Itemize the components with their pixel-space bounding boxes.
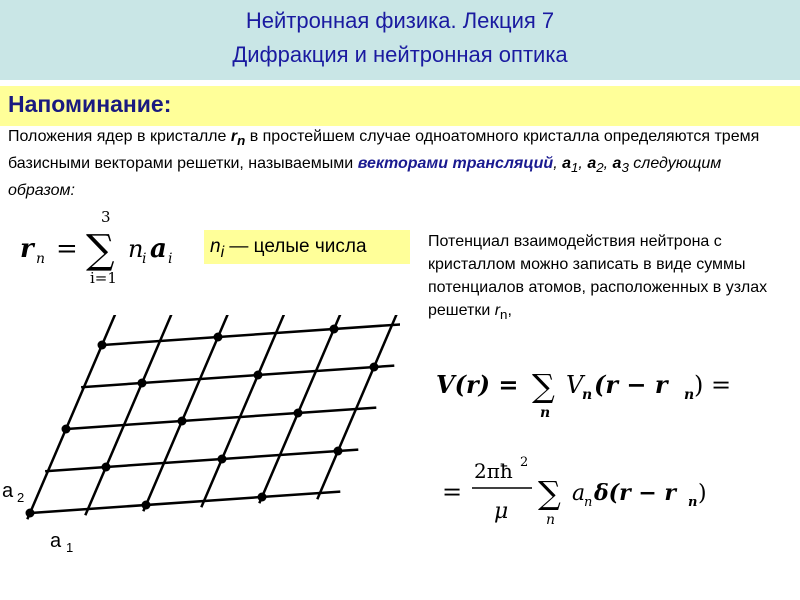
translation-vectors-term: векторами трансляций xyxy=(357,155,554,173)
intro-sep-1: , xyxy=(578,155,588,173)
lattice-node xyxy=(178,417,187,426)
formula-rn-a: a xyxy=(150,234,167,264)
fv2-a: a xyxy=(572,481,586,506)
potential-sum-formula xyxy=(428,355,768,425)
lattice-node xyxy=(62,425,71,434)
lattice-line xyxy=(27,492,340,514)
lattice-node xyxy=(254,371,263,380)
lattice-node xyxy=(214,333,223,342)
intro-text-2: в простейшем случае одноатомного кристалла определяются тремя базисными векторами решетки, называемыми xyxy=(8,128,760,173)
rn-symbol: $r_n$ xyxy=(230,128,246,149)
fv2-num-sup: 2 xyxy=(520,455,529,470)
lattice-node xyxy=(294,409,303,418)
lattice-line xyxy=(45,450,358,472)
formula-rn-lower: i=1 xyxy=(90,269,117,287)
scattering-length-formula xyxy=(440,448,720,538)
intro-paragraph xyxy=(8,125,788,202)
a2-label: a xyxy=(2,480,14,502)
lattice-node xyxy=(370,363,379,372)
a2-symbol: $a_2$ xyxy=(587,155,604,176)
fv2-den: μ xyxy=(494,499,509,524)
lattice-node xyxy=(330,325,339,334)
fv2-num: 2πħ xyxy=(474,459,513,483)
fv-sum-sub: n xyxy=(540,405,551,421)
lattice-line xyxy=(99,324,400,346)
reminder-banner xyxy=(0,86,800,126)
lattice-node xyxy=(334,447,343,456)
a1-label: a xyxy=(50,530,62,552)
a2-label-sub: 2 xyxy=(17,490,25,505)
fv2-sum-sub: n xyxy=(546,512,556,528)
fv-arg: (r − r xyxy=(594,370,668,399)
fv2-delta-sub: n xyxy=(688,495,698,510)
a1-label-sub: 1 xyxy=(66,540,74,555)
formula-rn-a-sub: i xyxy=(168,251,173,267)
formula-rn-n-sub: i xyxy=(142,251,147,267)
formula-rn-lhs: r xyxy=(20,234,34,264)
intro-sep: , xyxy=(553,155,563,173)
fv2-end: ) xyxy=(698,481,707,506)
lecture-title: Нейтронная физика. Лекция 7 xyxy=(245,8,555,33)
fv-lhs: V(r) = xyxy=(436,370,519,399)
lattice-line xyxy=(317,315,400,499)
crystal-lattice-diagram xyxy=(0,315,400,600)
formula-rn-eq: = xyxy=(56,234,78,264)
fv2-eq: = xyxy=(442,478,463,506)
lattice-node xyxy=(138,379,147,388)
lattice-line xyxy=(63,408,376,430)
fv-arg-sub: n xyxy=(684,387,695,403)
intro-sep-2: , xyxy=(603,155,613,173)
intro-text-1: Положения ядер в кристалле xyxy=(8,128,231,145)
lattice-node xyxy=(98,341,107,350)
lattice-node xyxy=(258,493,267,502)
lattice-node xyxy=(26,509,35,518)
formula-rn-n: n xyxy=(128,235,144,263)
integer-note: $n_i$ — целые числа xyxy=(204,230,410,264)
fv-sum: ∑ xyxy=(532,367,555,405)
intro-text-3: следующим образом: xyxy=(8,155,722,200)
fv-term: V xyxy=(566,371,584,399)
formula-rn-upper: 3 xyxy=(101,208,111,226)
lattice-node xyxy=(218,455,227,464)
slide-header xyxy=(0,0,800,80)
lattice-node xyxy=(102,463,111,472)
a3-symbol: $a_3$ xyxy=(612,155,629,176)
reminder-label: Напоминание: xyxy=(8,91,172,117)
potential-paragraph: Потенциал взаимодействия нейтрона с кристаллом можно записать в виде суммы потенциалов атомов, расположенных в узлах решетки $r_n$, xyxy=(428,233,768,323)
formula-rn-lhs-sub: n xyxy=(36,251,46,267)
lattice-node xyxy=(142,501,151,510)
fv2-a-sub: n xyxy=(584,495,593,510)
fv-arg-end: ) = xyxy=(694,371,732,399)
fv2-delta: δ(r − r xyxy=(594,480,677,506)
position-formula xyxy=(16,205,196,290)
a1-symbol: $a_1$ xyxy=(562,155,579,176)
fv-term-sub: n xyxy=(582,387,593,403)
formula-rn-sigma: ∑ xyxy=(86,227,115,273)
fv2-sum: ∑ xyxy=(538,474,561,512)
lattice-line xyxy=(81,366,394,388)
lecture-subtitle: Дифракция и нейтронная оптика xyxy=(232,42,568,67)
